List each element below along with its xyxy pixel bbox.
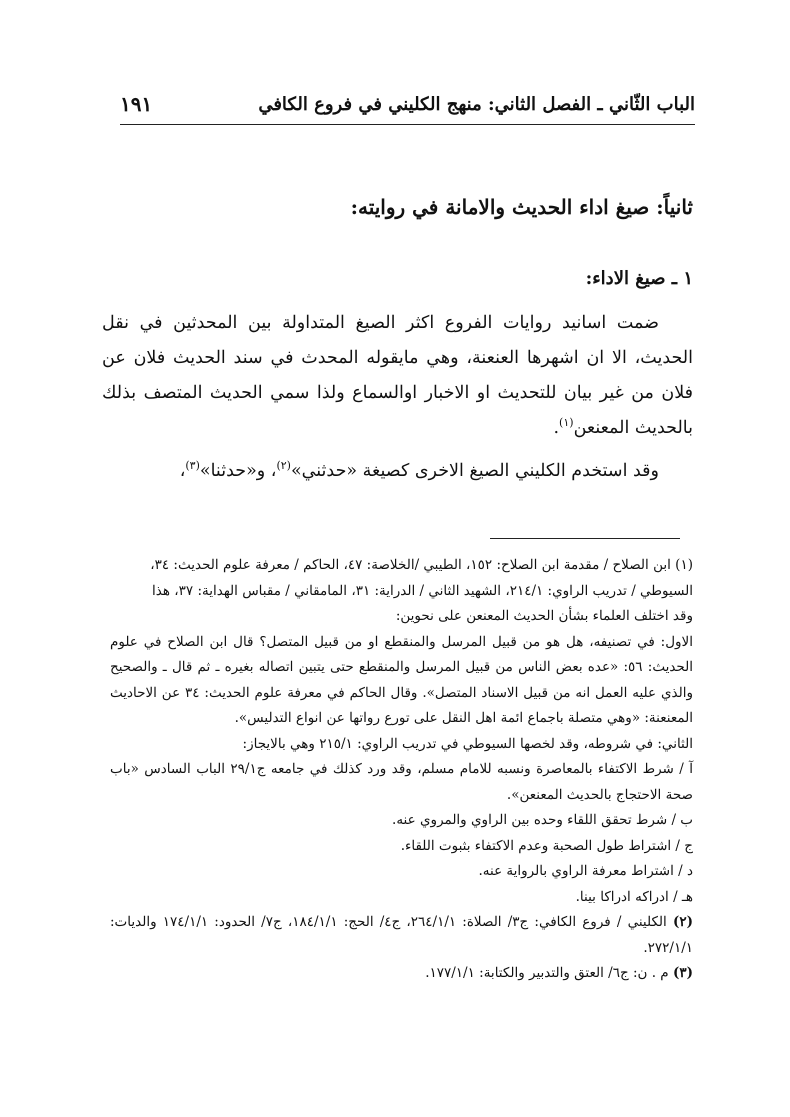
footnote-2-text: الكليني / فروع الكافي: ج٣/ الصلاة: ٢٦٤/١/١، ج٤/ الحج: ١٨٤/١/١، ج٧/ الحدود: ١٧٤/١/١ والديات: ٢٧٢/١/١. (110, 914, 693, 956)
footnote-1-text: ابن الصلاح / مقدمة ابن الصلاح: ١٥٢، الطيبي /الخلاصة: ٤٧، الحاكم / معرفة علوم الحديث: ٣٤، (150, 557, 671, 573)
footnote-1-line-7: ب / شرط تحقق اللقاء وحده بين الراوي والمروي عنه. (392, 812, 693, 828)
header-divider (120, 124, 695, 125)
footnote-divider (490, 538, 680, 539)
footnote-2-number: (٢) (672, 914, 693, 930)
page-number: ١٩١ (120, 92, 153, 116)
footnote-1-line-1 (110, 553, 693, 579)
footnote-1-number: (١) (675, 557, 693, 573)
paragraph-2-part2: ، و«حدثنا» (199, 461, 277, 481)
section-heading: ثانياً: صيغ اداء الحديث والامانة في روايته: (350, 195, 693, 219)
paragraph-2-part1: وقد استخدم الكليني الصيغ الاخرى كصيغة «حدثني» (290, 461, 659, 481)
footnote-3-text: م . ن: ج٦/ العتق والتدبير والكتابة: ١٧٧/١/١. (425, 965, 669, 981)
footnote-1-line-3: وقد اختلف العلماء بشأن الحديث المعنعن على نحوين: (395, 608, 693, 624)
footnote-1-line-10: هـ / ادراكه ادراكا بينا. (575, 888, 693, 905)
body-text (102, 306, 693, 489)
running-title: الباب الثّاني ـ الفصل الثاني: منهج الكليني في فروع الكافي (258, 93, 695, 115)
footnote-3 (110, 961, 693, 987)
subheading: ١ ـ صيغ الاداء: (585, 268, 693, 289)
footnote-1-line-9: د / اشتراط معرفة الراوي بالرواية عنه. (478, 863, 693, 879)
footnote-3-number: (٣) (672, 965, 693, 981)
footnote-1-line-2: السيوطي / تدريب الراوي: ٢١٤/١، الشهيد الثاني / الدراية: ٣١، المامقاني / مقباس الهداية: ٣٧، هذا (152, 582, 693, 599)
footnote-ref-2: (٢) (276, 459, 291, 473)
footnote-1-line-5: الثاني: في شروطه، وقد لخصها السيوطي في تدريب الراوي: ٢١٥/١ وهي بالايجاز: (242, 735, 693, 752)
footnote-1-line-4: الاول: في تصنيفه، هل هو من قبيل المرسل والمنقطع او من قبيل المتصل؟ قال ابن الصلاح في علوم الحديث: ٥٦: «عده بعض الناس من قبيل المرسل والمنقطع حتى يتبين اتصاله بغيره ـ ثم قال ـ والصحيح والذي عليه العمل انه من قبيل الاسناد المتصل». وقال الحاكم في معرفة علوم الحديث: ٣٤ عن الاحاديث المعنعنة: «وهي متصلة باجماع ائمة اهل النقل على تورع رواتها عن انواع التدليس». (110, 633, 693, 726)
paragraph-2 (102, 454, 693, 489)
footnote-1-line-8: ج / اشتراط طول الصحبة وعدم الاكتفاء بثبوت اللقاء. (400, 837, 693, 854)
paragraph-2-end: ، (179, 461, 186, 481)
footnotes (110, 553, 693, 987)
footnote-2 (110, 910, 693, 961)
footnote-ref-3: (٣) (185, 459, 200, 473)
paragraph-1 (102, 306, 693, 446)
footnote-1-line-6: آ / شرط الاكتفاء بالمعاصرة ونسبه للامام مسلم، وقد ورد كذلك في جامعه ج٢٩/١ الباب السادس «باب صحة الاحتجاج بالحديث المعنعن». (110, 761, 693, 803)
footnote-ref-1: (١) (559, 416, 574, 430)
paragraph-1-end: . (553, 418, 560, 438)
paragraph-1-text: ضمت اسانيد روايات الفروع اكثر الصيغ المتداولة بين المحدثين في نقل الحديث، الا ان اشهرها العنعنة، وهي مايقوله المحدث في سند الحديث فلان عن فلان من غير بيان للتحديث او الاخبار اوالسماع ولذا سمي الحديث المتصف بذلك بالحديث المعنعن (102, 313, 693, 438)
running-header (120, 88, 695, 120)
